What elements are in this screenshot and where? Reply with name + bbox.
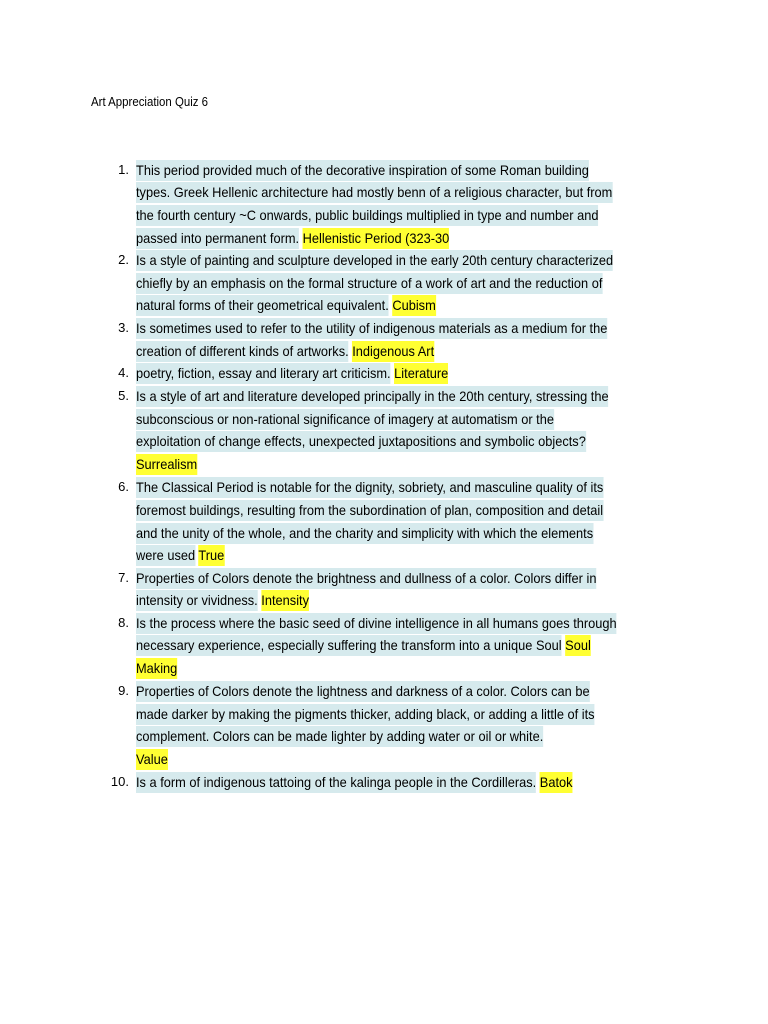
question-text: and the unity of the whole, and the charity and simplicity with which the elements bbox=[136, 523, 593, 544]
question-text: creation of different kinds of artworks. bbox=[136, 341, 349, 362]
answer-highlight: Hellenistic Period (323-30 bbox=[303, 228, 450, 249]
answer-highlight: Literature bbox=[394, 363, 448, 384]
question-number: 9. bbox=[118, 683, 129, 698]
answer-highlight: Indigenous Art bbox=[352, 341, 434, 362]
question-number: 5. bbox=[118, 388, 129, 403]
question-text: were used bbox=[136, 545, 195, 566]
question-text: the fourth century ~C onwards, public buildings multiplied in type and number and bbox=[136, 205, 599, 226]
answer-highlight: True bbox=[198, 545, 224, 566]
question-number: 8. bbox=[118, 615, 129, 630]
question-text: Is sometimes used to refer to the utility of indigenous materials as a medium for the bbox=[136, 318, 607, 339]
question-text: natural forms of their geometrical equivalent. bbox=[136, 295, 389, 316]
question-text: necessary experience, especially suffering the transform into a unique Soul bbox=[136, 635, 562, 656]
answer-highlight: Making bbox=[136, 658, 177, 679]
question-text: exploitation of change effects, unexpected juxtapositions and symbolic objects? bbox=[136, 431, 586, 452]
question-text: Properties of Colors denote the brightness and dullness of a color. Colors differ in bbox=[136, 568, 596, 589]
question-text: Is a form of indigenous tattoing of the kalinga people in the Cordilleras. bbox=[136, 772, 536, 793]
question-text: The Classical Period is notable for the dignity, sobriety, and masculine quality of its bbox=[136, 477, 603, 498]
question-text: poetry, fiction, essay and literary art criticism. bbox=[136, 363, 391, 384]
question-text: intensity or vividness. bbox=[136, 590, 258, 611]
question-text: Properties of Colors denote the lightness and darkness of a color. Colors can be bbox=[136, 681, 590, 702]
answer-highlight: Intensity bbox=[261, 590, 309, 611]
question-number: 10. bbox=[110, 774, 129, 789]
question-number: 1. bbox=[118, 162, 129, 177]
question-number: 4. bbox=[118, 365, 129, 380]
answer-highlight: Surrealism bbox=[136, 454, 197, 475]
question-number: 2. bbox=[118, 252, 129, 267]
question-text: Is a style of art and literature developed principally in the 20th century, stressing the bbox=[136, 386, 609, 407]
question-text: Is a style of painting and sculpture developed in the early 20th century characterized bbox=[136, 250, 613, 271]
question-text: This period provided much of the decorative inspiration of some Roman building bbox=[136, 160, 589, 181]
question-text: subconscious or non-rational significance of imagery at automatism or the bbox=[136, 409, 554, 430]
answer-highlight: Cubism bbox=[392, 295, 435, 316]
question-text: passed into permanent form. bbox=[136, 228, 299, 249]
question-text: types. Greek Hellenic architecture had mostly benn of a religious character, but from bbox=[136, 182, 612, 203]
question-text: made darker by making the pigments thicker, adding black, or adding a little of its bbox=[136, 704, 595, 725]
question-number: 3. bbox=[118, 320, 129, 335]
answer-highlight: Soul bbox=[565, 635, 591, 656]
answer-highlight: Value bbox=[136, 749, 168, 770]
question-text: foremost buildings, resulting from the subordination of plan, composition and detail bbox=[136, 500, 603, 521]
question-number: 6. bbox=[118, 479, 129, 494]
question-number: 7. bbox=[118, 570, 129, 585]
question-text: chiefly by an emphasis on the formal structure of a work of art and the reduction of bbox=[136, 273, 602, 294]
question-text: complement. Colors can be made lighter by adding water or oil or white. bbox=[136, 726, 543, 747]
document-title: Art Appreciation Quiz 6 bbox=[91, 94, 209, 109]
question-text: Is the process where the basic seed of divine intelligence in all humans goes through bbox=[136, 613, 617, 634]
answer-highlight: Batok bbox=[540, 772, 573, 793]
